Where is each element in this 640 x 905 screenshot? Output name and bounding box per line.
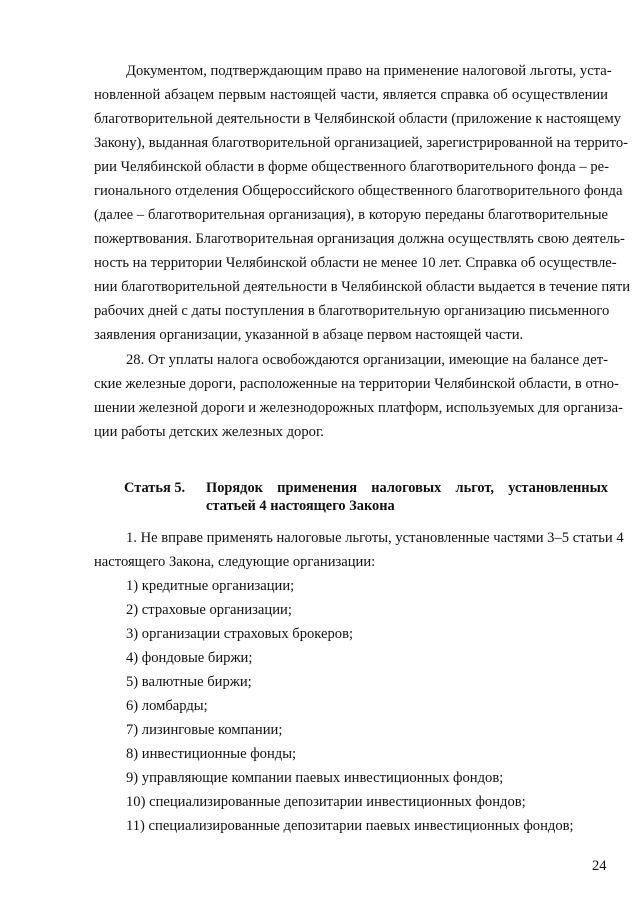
list-item: 5) валютные биржи; (126, 674, 252, 690)
paragraph-line: благотворительной деятельности в Челябинской области (приложение к настоящему (94, 111, 621, 127)
article-title-line: Порядок применения налоговых льгот, установленных (206, 480, 608, 496)
paragraph-line: нии благотворительной деятельности в Челябинской области выдается в течение пяти (94, 279, 631, 295)
paragraph-line: гионального отделения Общероссийского общественного благотворительного фонда (94, 183, 623, 199)
paragraph-line: новленной абзацем первым настоящей части, является справка об осуществлении (94, 87, 608, 103)
list-item: 9) управляющие компании паевых инвестиционных фондов; (126, 770, 504, 786)
paragraph-line: ские железные дороги, расположенные на территории Челябинской области, в отно- (94, 376, 619, 392)
list-item: 6) ломбарды; (126, 698, 208, 714)
article-title (206, 479, 608, 515)
paragraph-line: 1. Не вправе применять налоговые льготы, установленные частями 3–5 статьи 4 (126, 530, 624, 546)
list-item: 2) страховые организации; (126, 602, 292, 618)
list-item: 8) инвестиционные фонды; (126, 746, 297, 762)
article-number: Статья 5. (124, 480, 186, 496)
list-item: 1) кредитные организации; (126, 578, 295, 594)
paragraph-28 (94, 348, 623, 444)
article-title-line: статьей 4 настоящего Закона (206, 498, 395, 514)
paragraph-line: 28. От уплаты налога освобождаются организации, имеющие на балансе дет- (126, 352, 608, 368)
paragraph-line: Закону), выданная благотворительной организацией, зарегистрированной на террито- (94, 135, 628, 151)
paragraph-line: рабочих дней с даты поступления в благотворительную организацию письменного (94, 303, 610, 319)
paragraph-line: пожертвования. Благотворительная организация должна осуществлять свою деятель- (94, 231, 625, 247)
list-item: 10) специализированные депозитарии инвестиционных фондов; (126, 794, 526, 810)
page-number: 24 (592, 858, 607, 874)
list-item: 3) организации страховых брокеров; (126, 626, 354, 642)
paragraph-line: заявления организации, указанной в абзаце первом настоящей части. (94, 327, 524, 343)
paragraph-line: (далее – благотворительная организация), в которую переданы благотворительные (94, 207, 608, 223)
excluded-organizations-list (94, 574, 608, 838)
list-item: 7) лизинговые компании; (126, 722, 283, 738)
list-item: 11) специализированные депозитарии паевых инвестиционных фондов; (126, 818, 574, 834)
paragraph-line: рии Челябинской области в форме общественного благотворительного фонда – ре- (94, 159, 610, 175)
paragraph-line: ции работы детских железных дорог. (94, 424, 324, 440)
list-item: 4) фондовые биржи; (126, 650, 253, 666)
paragraph-line: ность на территории Челябинской области не менее 10 лет. Справка об осуществле- (94, 255, 617, 271)
clause-1 (94, 526, 624, 574)
paragraph-line: шении железной дороги и железнодорожных платформ, используемых для организа- (94, 400, 623, 416)
paragraph-line: настоящего Закона, следующие организации: (94, 554, 376, 570)
paragraph-line: Документом, подтверждающим право на применение налоговой льготы, уста- (126, 63, 612, 79)
paragraph-certificate (94, 59, 631, 347)
